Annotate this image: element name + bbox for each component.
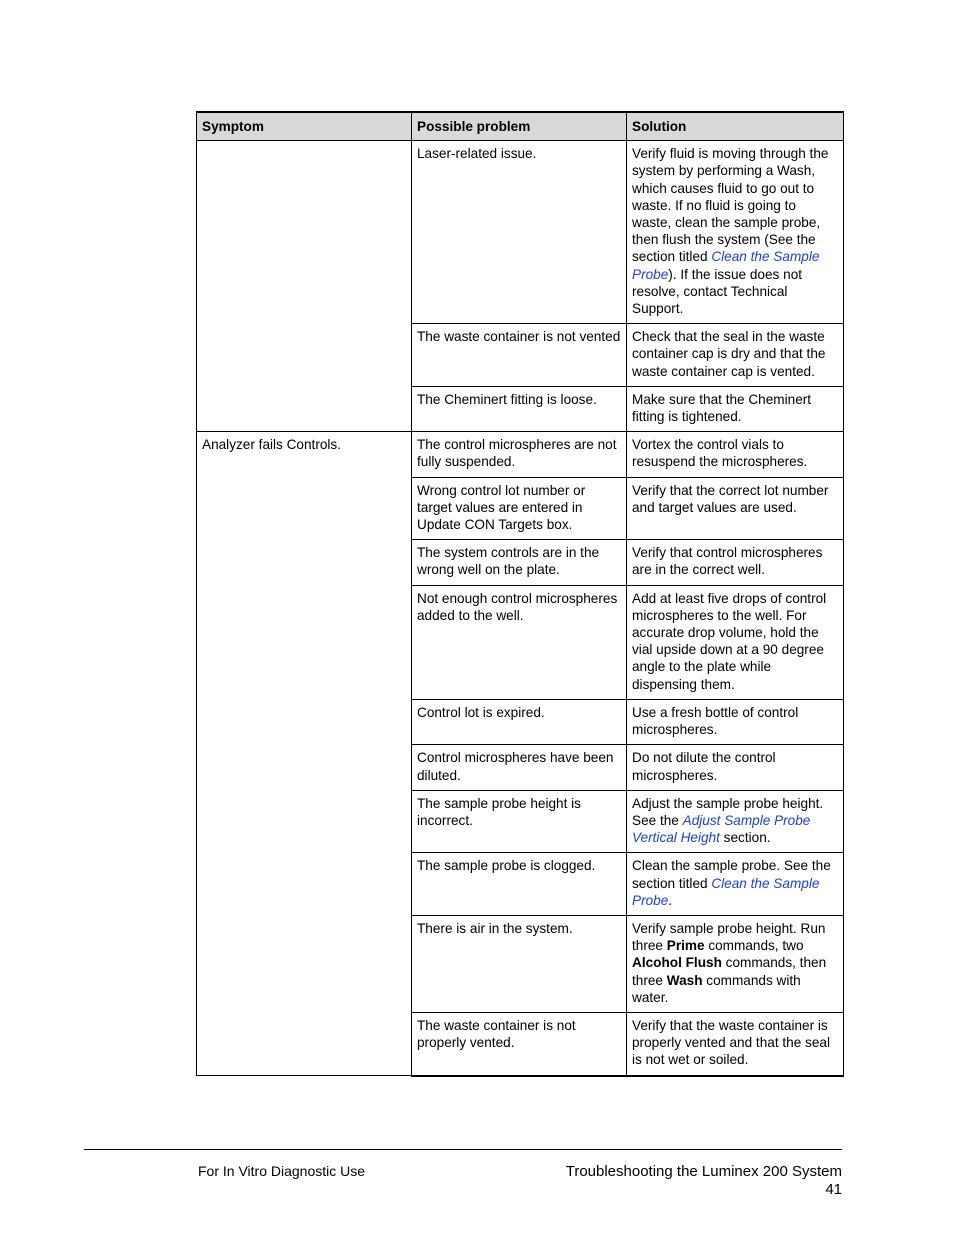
solution-cell: Add at least five drops of control microspheres to the well. For accurate drop volume, hold the vial upside down at a 90 degree angle to the plate while dispensing them. <box>627 585 844 699</box>
solution-cell: Verify fluid is moving through the system by performing a Wash, which causes fluid to go out to waste. If no fluid is going to waste, clean the sample probe, then flush the system (See the section titled Clean the Sample Probe). If the issue does not resolve, contact Technical Support. <box>627 141 844 324</box>
page-number: 41 <box>825 1181 842 1198</box>
adjust-sample-probe-vertical-height-link[interactable]: Adjust Sample Probe Vertical Height <box>632 812 811 846</box>
symptom-cell <box>197 141 412 432</box>
problem-cell: Wrong control lot number or target values are entered in Update CON Targets box. <box>412 477 627 540</box>
problem-cell: Control lot is expired. <box>412 699 627 744</box>
footer-divider <box>84 1149 842 1150</box>
problem-cell: The sample probe height is incorrect. <box>412 790 627 853</box>
solution-cell: Vortex the control vials to resuspend the microspheres. <box>627 432 844 477</box>
problem-cell: Not enough control microspheres added to the well. <box>412 585 627 699</box>
clean-sample-probe-link[interactable]: Clean the Sample Probe <box>632 249 820 282</box>
header-possible-problem: Possible problem <box>412 112 627 141</box>
problem-cell: Laser-related issue. <box>412 141 627 324</box>
solution-cell: Adjust the sample probe height. See the Adjust Sample Probe Vertical Height section. <box>627 790 844 853</box>
clean-sample-probe-link[interactable]: Clean the Sample Probe <box>632 875 820 908</box>
problem-cell: The sample probe is clogged. <box>412 853 627 916</box>
footer-section-title: Troubleshooting the Luminex 200 System <box>565 1163 842 1180</box>
solution-cell: Clean the sample probe. See the section titled Clean the Sample Probe. <box>627 853 844 916</box>
header-symptom: Symptom <box>197 112 412 141</box>
solution-cell: Make sure that the Cheminert fitting is tightened. <box>627 386 844 431</box>
solution-cell: Verify sample probe height. Run three Prime commands, two Alcohol Flush commands, then three Wash commands with water. <box>627 915 844 1012</box>
footer-title-block <box>566 1163 842 1199</box>
prime-command: Prime <box>666 938 705 954</box>
symptom-cell: Analyzer fails Controls. <box>197 432 412 1076</box>
table-header-row <box>197 112 844 141</box>
header-solution: Solution <box>627 112 844 141</box>
footer-diagnostic-note: For In Vitro Diagnostic Use <box>198 1163 366 1179</box>
problem-cell: The system controls are in the wrong well on the plate. <box>412 540 627 585</box>
troubleshooting-table <box>196 111 844 1077</box>
table-row <box>197 432 844 477</box>
problem-cell: Control microspheres have been diluted. <box>412 745 627 790</box>
alcohol-flush-command: Alcohol Flush <box>632 955 722 971</box>
table-row <box>197 141 844 324</box>
solution-cell: Do not dilute the control microspheres. <box>627 745 844 790</box>
problem-cell: The control microspheres are not fully suspended. <box>412 432 627 477</box>
solution-cell: Check that the seal in the waste container cap is dry and that the waste container cap is vented. <box>627 324 844 387</box>
problem-cell: The waste container is not properly vented. <box>412 1012 627 1075</box>
solution-cell: Use a fresh bottle of control microspheres. <box>627 699 844 744</box>
solution-cell: Verify that the correct lot number and target values are used. <box>627 477 844 540</box>
solution-cell: Verify that the waste container is properly vented and that the seal is not wet or soiled. <box>627 1012 844 1075</box>
solution-cell: Verify that control microspheres are in the correct well. <box>627 540 844 585</box>
problem-cell: There is air in the system. <box>412 915 627 1012</box>
problem-cell: The Cheminert fitting is loose. <box>412 386 627 431</box>
problem-cell: The waste container is not vented <box>412 324 627 387</box>
wash-command: Wash <box>666 972 703 988</box>
